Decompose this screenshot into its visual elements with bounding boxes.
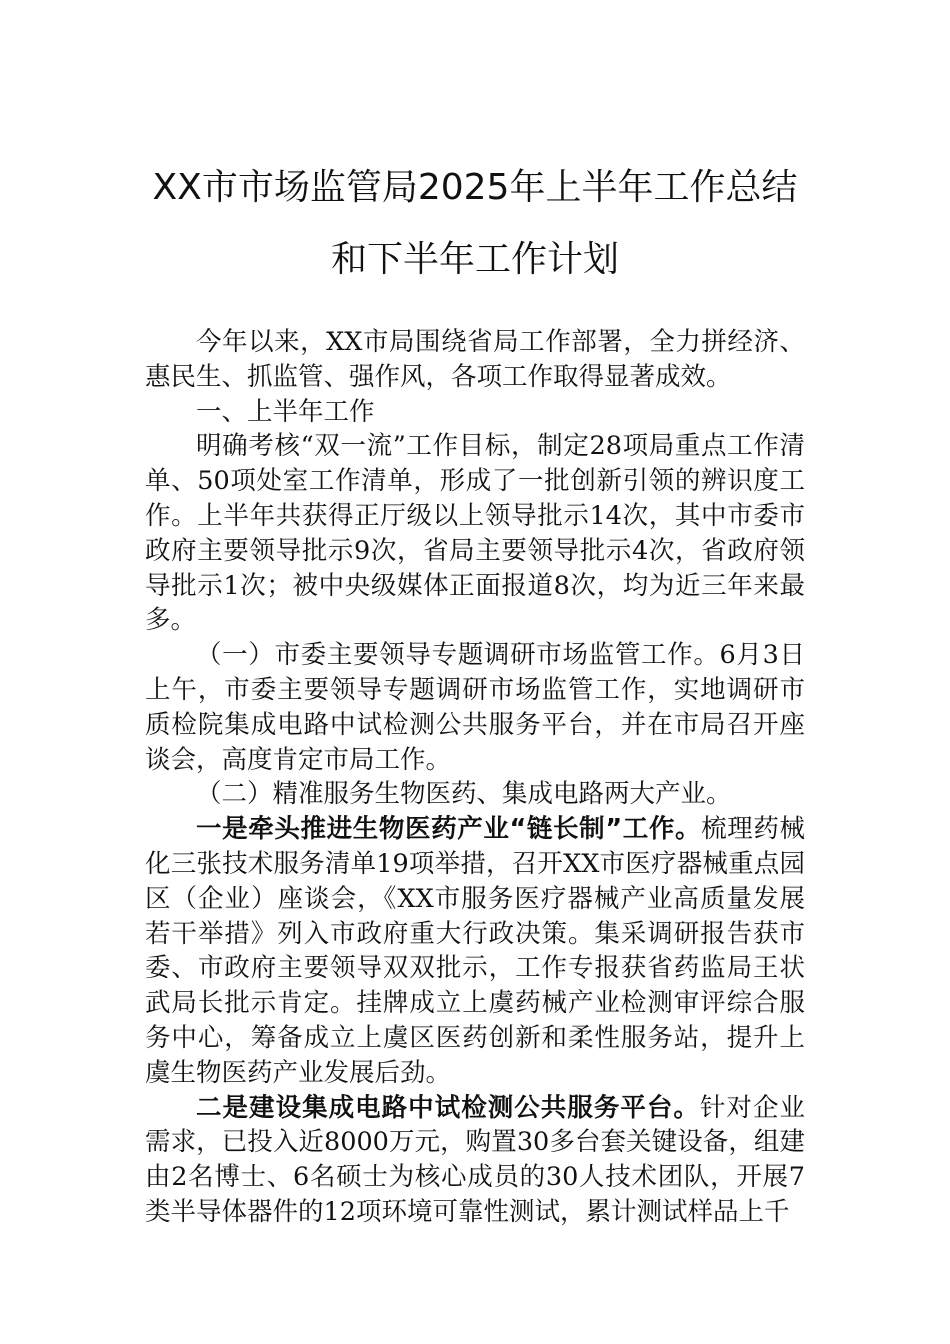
point-2-lead: 二是建设集成电路中试检测公共服务平台。 bbox=[196, 1092, 700, 1123]
point-1-text: 梳理药械化三张技术服务清单19项举措，召开XX市医疗器械重点园区（企业）座谈会，《XX市服务医疗器械产业高质量发展若干举措》列入市政府重大行政决策。集采调研报告获市委、市政府主要领导双双批示，工作专报获省药监局王状武局长批示肯定。挂牌成立上虞药械产业检测审评综合服务中心，筹备成立上虞区医药创新和柔性服务站，提升上虞生物医药产业发展后劲。 bbox=[145, 814, 805, 1088]
subsection-2-heading bbox=[145, 777, 805, 812]
point-1-lead: 一是牵头推进生物医药产业“链长制”工作。 bbox=[196, 814, 702, 845]
intro-paragraph bbox=[145, 325, 805, 395]
section-heading bbox=[145, 395, 805, 430]
point-2-paragraph bbox=[145, 1091, 805, 1230]
document-body bbox=[145, 325, 805, 1230]
point-2-text: 针对企业需求，已投入近8000万元，购置30多台套关键设备，组建由2名博士、6名硕士为核心成员的30人技术团队，开展7类半导体器件的12项环境可靠性测试，累计测试样品上千 bbox=[145, 1092, 805, 1227]
document-title-line-1: XX市市场监管局2025年上半年工作总结 bbox=[152, 167, 798, 208]
paragraph-text: 今年以来，XX市局围绕省局工作部署，全力拼经济、惠民生、抓监管、强作风，各项工作取得显著成效。 bbox=[145, 327, 805, 392]
paragraph-text: （一）市委主要领导专题调研市场监管工作。6月3日上午，市委主要领导专题调研市场监管工作，实地调研市质检院集成电路中试检测公共服务平台，并在市局召开座谈会，高度肯定市局工作。 bbox=[145, 640, 805, 775]
document-title-line-2: 和下半年工作计划 bbox=[330, 239, 619, 280]
point-1-paragraph bbox=[145, 812, 805, 1090]
summary-paragraph bbox=[145, 429, 805, 638]
paragraph-text: 明确考核“双一流”工作目标，制定28项局重点工作清单、50项处室工作清单，形成了一批创新引领的辨识度工作。上半年共获得正厅级以上领导批示14次，其中市委市政府主要领导批示9次，省局主要领导批示4次，省政府领导批示1次；被中央级媒体正面报道8次，均为近三年来最多。 bbox=[145, 431, 805, 636]
section-heading-text: 一、上半年工作 bbox=[196, 396, 375, 427]
subsection-1-paragraph bbox=[145, 638, 805, 777]
paragraph-text: （二）精准服务生物医药、集成电路两大产业。 bbox=[196, 779, 732, 810]
